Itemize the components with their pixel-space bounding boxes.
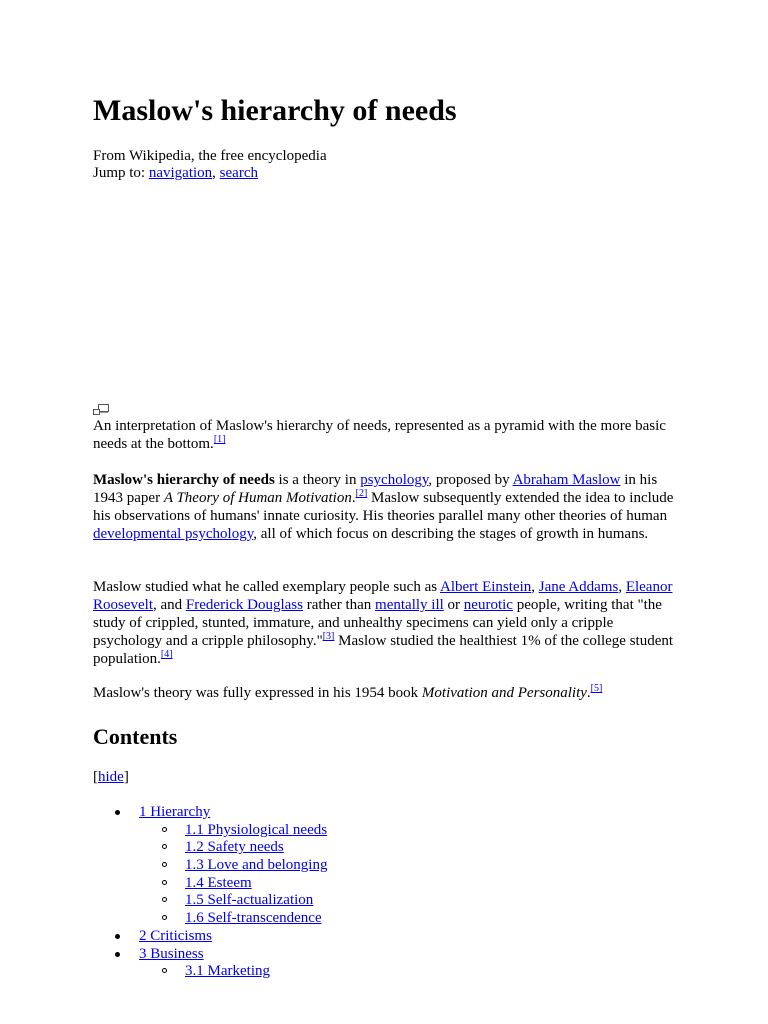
- circle-bullet-icon: [162, 897, 167, 902]
- circle-bullet-icon: [162, 968, 167, 973]
- text-run: ,: [618, 579, 626, 595]
- frederick-douglass-link[interactable]: Frederick Douglass: [185, 597, 303, 613]
- ref-5-link[interactable]: [5]: [590, 683, 603, 694]
- toc-link-esteem[interactable]: 1.4 Esteem: [185, 874, 252, 891]
- table-of-contents: [93, 803, 327, 980]
- toc-link-love-and-belonging[interactable]: 1.3 Love and belonging: [185, 857, 328, 874]
- bullet-icon: [115, 952, 120, 957]
- toc-item: [93, 891, 327, 909]
- jump-links: [93, 164, 258, 182]
- developmental-psychology-link[interactable]: developmental psychology: [93, 526, 254, 542]
- psychology-link[interactable]: psychology: [360, 472, 429, 488]
- text-run: , all of which focus on describing the stages of growth in humans.: [253, 526, 649, 542]
- text-run: is a theory in: [274, 472, 361, 488]
- toc-link-marketing[interactable]: 3.1 Marketing: [185, 963, 270, 980]
- toc-item: [93, 962, 327, 980]
- text-run: Maslow subsequently extended the idea to include his observations of humans' innate curiosity. His theories parallel many other theories of human: [93, 490, 674, 524]
- toc-item: [93, 803, 327, 821]
- text-run: .: [351, 490, 356, 506]
- jane-addams-link[interactable]: Jane Addams: [538, 579, 619, 595]
- text-run: rather than: [302, 597, 376, 613]
- eleanor-roosevelt-link[interactable]: Eleanor Roosevelt: [93, 579, 673, 613]
- circle-bullet-icon: [162, 844, 167, 849]
- bracket-close: ]: [123, 769, 129, 785]
- neurotic-link[interactable]: neurotic: [463, 597, 513, 613]
- page-title: Maslow's hierarchy of needs: [93, 94, 457, 127]
- jump-navigation-link[interactable]: navigation: [148, 165, 213, 181]
- text-run: Maslow's theory was fully expressed in his 1954 book: [93, 685, 422, 701]
- text-run: , proposed by: [428, 472, 513, 488]
- toc-item: [93, 874, 327, 892]
- ref-4-link[interactable]: [4]: [160, 649, 173, 660]
- ref-3-link[interactable]: [3]: [322, 631, 335, 642]
- toc-hide-link[interactable]: hide: [98, 769, 124, 785]
- toc-item: [93, 909, 327, 927]
- mentally-ill-link[interactable]: mentally ill: [375, 597, 444, 613]
- magnify-clip-icon[interactable]: [93, 404, 109, 416]
- intro-paragraph: [93, 471, 683, 543]
- text-run: ,: [531, 579, 539, 595]
- exemplary-people-paragraph: [93, 578, 683, 668]
- toc-link-business[interactable]: 3 Business: [139, 945, 204, 962]
- toc-link-physiological-needs[interactable]: 1.1 Physiological needs: [185, 821, 328, 838]
- toc-link-hierarchy[interactable]: 1 Hierarchy: [139, 804, 211, 820]
- text-run: or: [443, 597, 464, 613]
- toc-link-self-transcendence[interactable]: 1.6 Self-transcendence: [185, 910, 322, 927]
- circle-bullet-icon: [162, 827, 167, 832]
- caption-text: An interpretation of Maslow's hierarchy of needs, represented as a pyramid with the more basic needs at the bottom.: [93, 418, 666, 452]
- paper-title: A Theory of Human Motivation: [163, 490, 352, 506]
- toc-link-self-actualization[interactable]: 1.5 Self-actualization: [185, 892, 314, 909]
- circle-bullet-icon: [162, 862, 167, 867]
- circle-bullet-icon: [162, 915, 167, 920]
- contents-heading: Contents: [93, 724, 178, 749]
- bold-term: Maslow's hierarchy of needs: [93, 472, 275, 488]
- jump-prefix: Jump to:: [93, 165, 149, 181]
- toc-link-safety-needs[interactable]: 1.2 Safety needs: [185, 839, 284, 856]
- jump-separator: ,: [212, 165, 220, 181]
- theory-paragraph: [93, 684, 683, 702]
- toc-item: [93, 838, 327, 856]
- text-run: Maslow studied what he called exemplary people such as: [93, 579, 440, 595]
- jump-search-link[interactable]: search: [219, 165, 258, 181]
- albert-einstein-link[interactable]: Albert Einstein: [440, 579, 532, 595]
- toc-item: [93, 927, 327, 945]
- ref-1-link[interactable]: [1]: [213, 434, 226, 445]
- text-run: in his 1943 paper: [93, 472, 658, 506]
- abraham-maslow-link[interactable]: Abraham Maslow: [512, 472, 621, 488]
- ref-2-link[interactable]: [2]: [355, 488, 368, 499]
- circle-bullet-icon: [162, 880, 167, 885]
- text-run: Maslow studied the healthiest 1% of the college student population.: [93, 633, 674, 667]
- text-run: , and: [153, 597, 186, 613]
- toc-item: [93, 821, 327, 839]
- bullet-icon: [115, 810, 120, 815]
- toc-item: [93, 945, 327, 963]
- bracket-open: [: [93, 769, 98, 785]
- book-title: Motivation and Personality: [421, 685, 587, 701]
- toc-item: [93, 856, 327, 874]
- toc-link-criticisms[interactable]: 2 Criticisms: [139, 927, 212, 944]
- site-subtitle: From Wikipedia, the free encyclopedia: [93, 148, 327, 164]
- toc-toggle: [93, 768, 129, 786]
- figure-caption: [93, 417, 673, 453]
- bullet-icon: [115, 934, 120, 939]
- text-run: people, writing that "the study of crippled, stunted, immature, and unhealthy specimens can yield only a cripple psychology and a cripple philosophy.": [93, 597, 662, 649]
- text-run: .: [586, 685, 591, 701]
